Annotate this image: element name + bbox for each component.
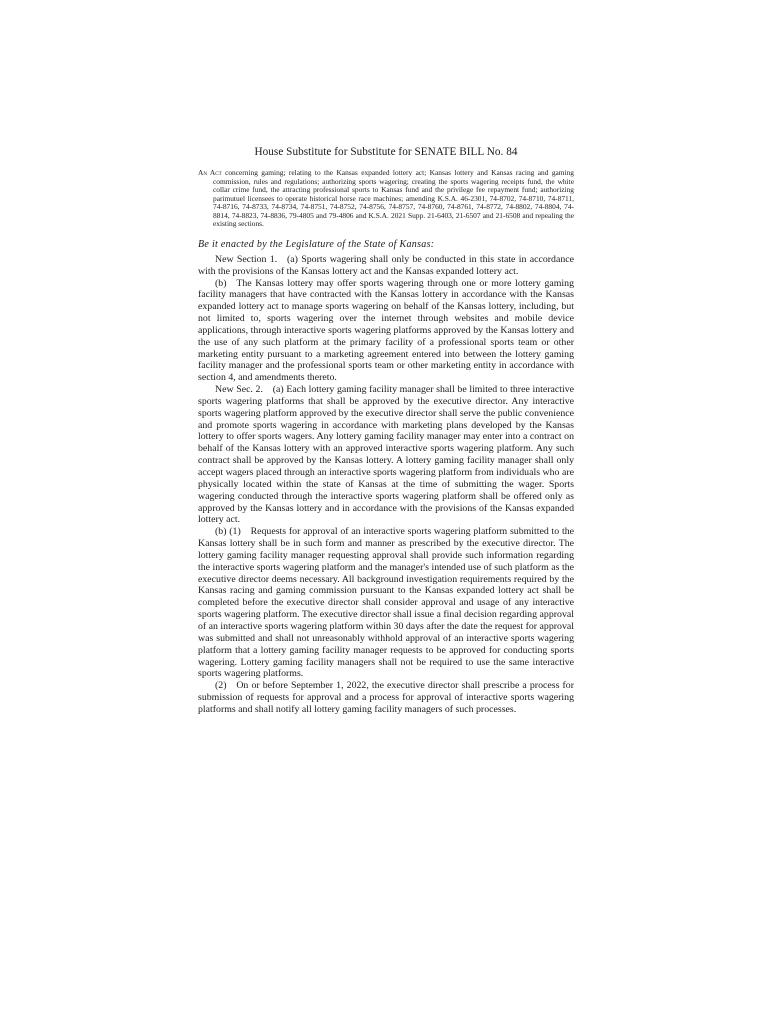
bill-body [198, 254, 574, 716]
bill-page [198, 145, 574, 716]
bill-title: House Substitute for Substitute for SENATE BILL No. 84 [254, 146, 518, 158]
section-2-b-1: (b) (1) Requests for approval of an interactive sports wagering platform submitted to the Kansas lottery shall be in such form and manner as prescribed by the executive director. The lottery gaming facility manager requesting approval shall provide such information regarding the interactive sports wagering platform and the manager's intended use of such platform as the executive director deems necessary. All background investigation requirements required by the Kansas racing and gaming commission pursuant to the Kansas expanded lottery act shall be completed before the executive director shall consider approval and usage of any interactive sports wagering platform. The executive director shall issue a final decision regarding approval of an interactive sports wagering platform within 30 days after the date the request for approval was submitted and shall not unreasonably withhold approval of an interactive sports wagering platform that a lottery gaming facility manager requests to be approved for conducting sports wagering. Lottery gaming facility managers shall not be required to use the same interactive sports wagering platforms. [198, 526, 574, 680]
section-2-b-2: (2) On or before September 1, 2022, the executive director shall prescribe a process for submission of requests for approval and a process for approval of interactive sports wagering platforms and shall notify all lottery gaming facility managers of such processes. [198, 680, 574, 715]
act-description: concerning gaming; relating to the Kansas expanded lottery act; Kansas lottery and Kansas racing and gaming commission, rules and regulations; authorizing sports wagering; creating the sports wagering receipts fund, the white collar crime fund, the attracting professional sports to Kansas fund and the privilege fee repayment fund; authorizing parimutuel licensees to operate historical horse race machines; amending K.S.A. 46-2301, 74-8702, 74-8710, 74-8711, 74-8716, 74-8733, 74-8734, 74-8751, 74-8752, 74-8756, 74-8757, 74-8760, 74-8761, 74-8772, 74-8802, 74-8804, 74-8814, 74-8823, 74-8836, 79-4805 and 79-4806 and K.S.A. 2021 Supp. 21-6403, 21-6507 and 21-6508 and repealing the existing sections. [213, 168, 574, 229]
enacting-clause: Be it enacted by the Legislature of the State of Kansas: [198, 238, 435, 250]
section-1-b: (b) The Kansas lottery may offer sports wagering through one or more lottery gaming facility managers that have contracted with the Kansas lottery in accordance with the Kansas expanded lottery act to manage sports wagering on behalf of the Kansas lottery, including, but not limited to, sports wagering over the internet through websites and mobile device applications, through interactive sports wagering platforms approved by the Kansas lottery and the use of any such platform at the primary facility of a professional sports team or other marketing entity pursuant to a marketing agreement entered into between the lottery gaming facility manager and the professional sports team or other marketing entity in accordance with section 4, and amendments thereto. [198, 277, 574, 384]
section-1-a: New Section 1. (a) Sports wagering shall only be conducted in this state in accordance with the provisions of the Kansas lottery act and the Kansas expanded lottery act. [198, 253, 574, 277]
act-prefix: An Act [198, 168, 222, 177]
act-title-block [198, 169, 574, 229]
section-2-a: New Sec. 2. (a) Each lottery gaming facility manager shall be limited to three interactive sports wagering platforms that shall be approved by the executive director. Any interactive sports wagering platform approved by the executive director shall serve the public convenience and promote sports wagering in accordance with marketing plans developed by the Kansas lottery to offer sports wagers. Any lottery gaming facility manager may enter into a contract on behalf of the Kansas lottery with an approved interactive sports wagering platform. Any such contract shall be approved by the Kansas lottery. A lottery gaming facility manager shall only accept wagers placed through an interactive sports wagering platform from individuals who are physically located within the state of Kansas at the time of submitting the wager. Sports wagering conducted through the interactive sports wagering platform shall be offered only as approved by the Kansas lottery and in accordance with the provisions of the Kansas expanded lottery act. [198, 384, 574, 526]
